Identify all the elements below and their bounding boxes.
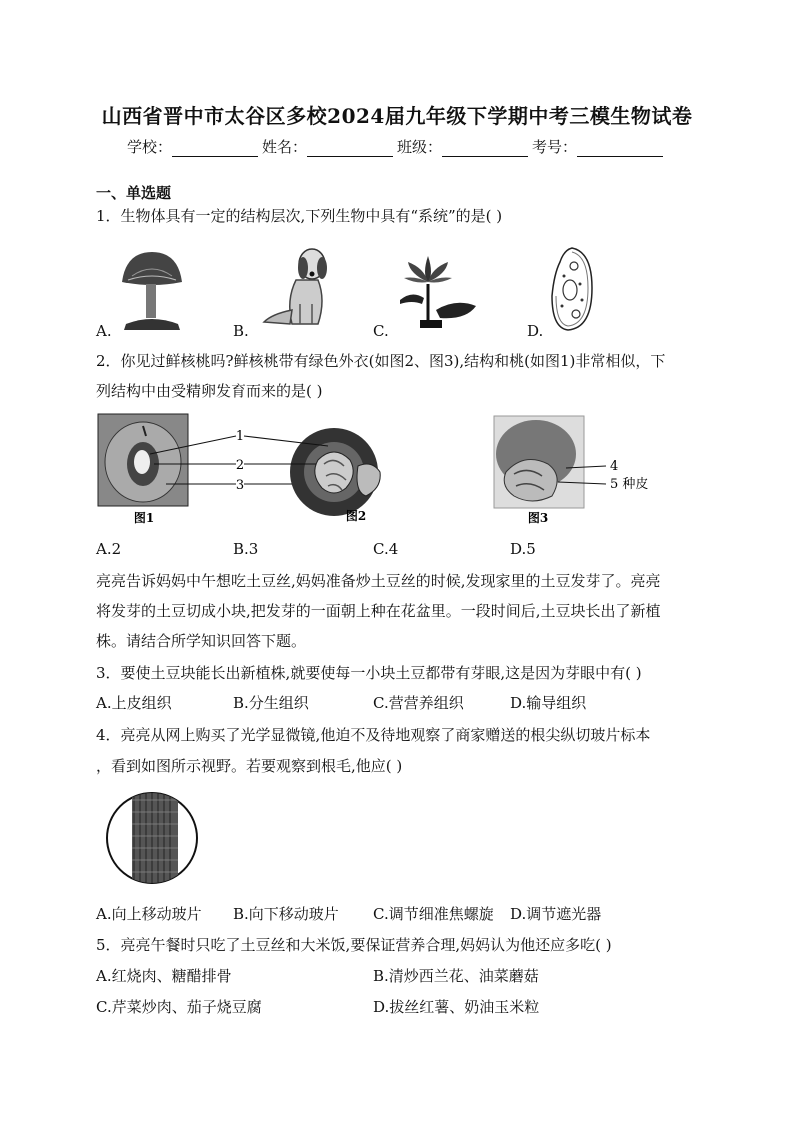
class-label: 班级： — [397, 138, 443, 156]
q4-stem-line1: 4．亮亮从网上购买了光学显微镜,他迫不及待地观察了商家赠送的根尖纵切玻片标本 — [96, 726, 651, 744]
exam-title: 山西省晋中市太谷区多校2024届九年级下学期中考三模生物试卷 — [101, 104, 693, 128]
q3-option-d: D.输导组织 — [510, 694, 587, 712]
label-4: 4 — [610, 459, 619, 474]
label-2: 2 — [235, 458, 245, 473]
q2-stem-line1: 2．你见过鲜核桃吗?鲜核桃带有绿色外衣(如图2、图3),结构和桃(如图1)非常相似，下 — [96, 352, 666, 370]
class-blank — [442, 140, 528, 157]
q4-option-c: C.调节细准焦螺旋 — [373, 905, 494, 923]
q1-option-c: C. — [373, 322, 389, 340]
lotus-image — [394, 248, 478, 330]
label-1: 1 — [235, 429, 245, 444]
section-heading: 一、单选题 — [96, 184, 172, 202]
q2-option-a: A.2 — [96, 540, 122, 558]
passage-line-3: 株。请结合所学知识回答下题。 — [96, 632, 307, 650]
q2-option-b: B.3 — [233, 540, 259, 558]
q1-option-b: B. — [233, 322, 249, 340]
q3-option-b: B.分生组织 — [233, 694, 309, 712]
exam-number-label: 考号： — [532, 138, 578, 156]
q4-option-a: A.向上移动玻片 — [96, 905, 202, 923]
school-blank — [172, 140, 258, 157]
q2-option-c: C.4 — [373, 540, 399, 558]
q1-option-d: D. — [527, 322, 544, 340]
q5-option-b: B.清炒西兰花、油菜蘑菇 — [373, 967, 539, 985]
q1-option-a: A. — [96, 322, 112, 340]
name-blank — [307, 140, 393, 157]
q3-stem: 3．要使土豆块能长出新植株,就要使每一小块土豆都带有芽眼,这是因为芽眼中有( ) — [96, 664, 642, 682]
q3-option-a: A.上皮组织 — [96, 694, 172, 712]
label-3: 3 — [235, 478, 245, 493]
fig2-caption: 图2 — [345, 509, 367, 523]
name-label: 姓名： — [261, 138, 307, 156]
q2-stem-line2: 列结构中由受精卵发育而来的是( ) — [96, 382, 323, 400]
fig3-caption: 图3 — [527, 511, 549, 525]
q5-option-c: C.芹菜炒肉、茄子烧豆腐 — [96, 998, 262, 1016]
root-tip-micrograph — [104, 790, 200, 886]
paramecium-image — [546, 244, 598, 334]
school-label: 学校： — [126, 138, 172, 156]
q2-option-d: D.5 — [510, 540, 536, 558]
student-info-row — [0, 136, 794, 157]
exam-number-blank — [577, 140, 663, 157]
passage-line-1: 亮亮告诉妈妈中午想吃土豆丝,妈妈准备炒土豆丝的时候,发现家里的土豆发芽了。亮亮 — [96, 572, 661, 590]
mushroom-image — [118, 250, 186, 332]
q3-option-c: C.营营养组织 — [373, 694, 464, 712]
label-5: 5 种皮 — [610, 477, 649, 492]
dog-image — [256, 244, 338, 328]
q4-stem-line2: ，看到如图所示视野。若要观察到根毛,他应( ) — [96, 757, 403, 775]
q4-option-b: B.向下移动玻片 — [233, 905, 339, 923]
walnut-figure — [96, 412, 656, 528]
q5-option-a: A.红烧肉、糖醋排骨 — [96, 967, 232, 985]
q5-option-d: D.拔丝红薯、奶油玉米粒 — [373, 998, 540, 1016]
passage-line-2: 将发芽的土豆切成小块,把发芽的一面朝上种在花盆里。一段时间后,土豆块长出了新植 — [96, 602, 661, 620]
q4-option-d: D.调节遮光器 — [510, 905, 602, 923]
q5-stem: 5．亮亮午餐时只吃了土豆丝和大米饭,要保证营养合理,妈妈认为他还应多吃( ) — [96, 936, 612, 954]
q1-stem: 1．生物体具有一定的结构层次,下列生物中具有“系统”的是( ) — [96, 207, 503, 225]
fig1-caption: 图1 — [133, 511, 155, 525]
